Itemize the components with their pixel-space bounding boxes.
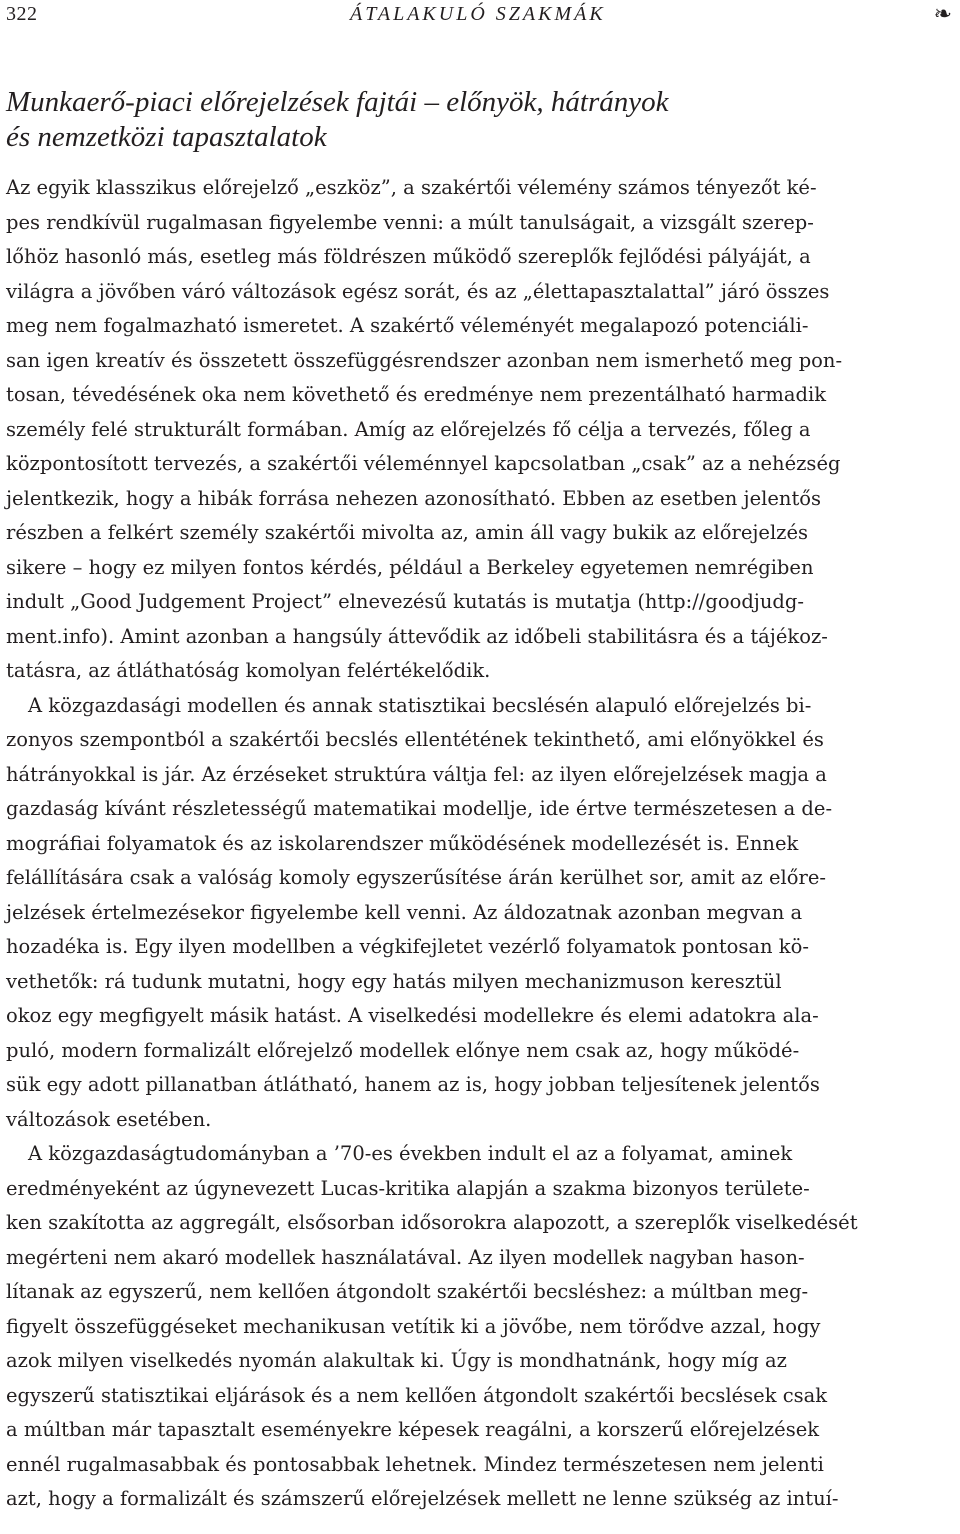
text-line: felállítására csak a valóság komoly egyszerűsítése árán kerülhet sor, amit az előre- <box>6 866 826 889</box>
text-line: vethetők: rá tudunk mutatni, hogy egy hatás milyen mechanizmuson keresztül <box>6 969 782 993</box>
text-line: Az egyik klasszikus előrejelző „eszköz”, a szakértői vélemény számos tényezőt ké- <box>6 176 817 199</box>
text-line: részben a felkért személy szakértői mivolta az, amin áll vagy bukik az előrejelzés <box>6 521 809 544</box>
text-line: meg nem fogalmazható ismeretet. A szakértő véleményét megalapozó potenciáli- <box>6 314 809 337</box>
paragraph-first-line: A közgazdaságtudományban a ’70-es években indult el az a folyamat, aminek <box>28 1142 793 1165</box>
text-line: san igen kreatív és összetett összefüggésrendszer azonban nem ismerhető meg pon- <box>6 348 843 372</box>
text-line: jelentkezik, hogy a hibák forrása nehezen azonosítható. Ebben az esetben jelentős <box>6 486 822 510</box>
text-line: jelzések értelmezésekor figyelembe kell venni. Az áldozatnak azonban megvan a <box>6 900 803 924</box>
fleuron-ornament-icon: ❧ <box>933 1 952 26</box>
text-line: azok milyen viselkedés nyomán alakultak ki. Úgy is mondhatnánk, hogy míg az <box>6 1349 787 1372</box>
text-line: világra a jövőben váró változások egész sorát, és az „élettapasztalattal” járó összes <box>6 279 830 303</box>
body-text <box>6 171 954 1517</box>
text-line: hátrányokkal is jár. Az érzéseket struktúra váltja fel: az ilyen előrejelzések magja a <box>6 762 827 786</box>
text-line: okoz egy megfigyelt másik hatást. A viselkedési modellekre és elemi adatokra ala- <box>6 1004 819 1027</box>
text-line: ken szakította az aggregált, elsősorban idősorokra alapozott, a szereplők viselkedését <box>6 1211 858 1234</box>
text-line: zonyos szempontból a szakértői becslés ellentétének tekinthető, ami előnyökkel és <box>6 728 824 751</box>
text-line: puló, modern formalizált előrejelző modellek előnye nem csak az, hogy működé- <box>6 1038 800 1062</box>
text-line: gazdaság kívánt részletességű matematikai modellje, ide értve természetesen a de- <box>6 797 833 820</box>
text-line: pes rendkívül rugalmasan figyelembe venni: a múlt tanulságait, a vizsgált szerep- <box>6 210 814 234</box>
text-line: sük egy adott pillanatban átlátható, hanem az is, hogy jobban teljesítenek jelentős <box>6 1073 820 1096</box>
paragraph-first-line: A közgazdasági modellen és annak statisztikai becslésén alapuló előrejelzés bi- <box>28 693 812 717</box>
text-line: ment.info). Amint azonban a hangsúly áttevődik az időbeli stabilitásra és a tájékoz- <box>6 624 828 648</box>
text-line: hozadéka is. Egy ilyen modellben a végkifejletet vezérlő folyamatok pontosan kö- <box>6 935 809 958</box>
text-line: tosan, tévedésének oka nem követhető és eredménye nem prezentálható harmadik <box>6 383 827 406</box>
text-line: mográfiai folyamatok és az iskolarendszer működésének modellezését is. Ennek <box>6 831 799 855</box>
text-line: lítanak az egyszerű, nem kellően átgondolt szakértői becsléshez: a múltban meg- <box>6 1280 809 1303</box>
section-title-line: Munkaerő-piaci előrejelzések fajtái – előnyök, hátrányok <box>6 86 669 118</box>
text-line: megérteni nem akaró modellek használatával. Az ilyen modellek nagyban hason- <box>6 1245 805 1269</box>
text-line: tatásra, az átláthatóság komolyan felértékelődik. <box>6 659 491 682</box>
text-line: indult „Good Judgement Project” elnevezésű kutatás is mutatja (http://goodjudg- <box>6 590 804 613</box>
text-line: központosított tervezés, a szakértői véleménnyel kapcsolatban „csak” az a nehézség <box>6 452 841 475</box>
text-line: sikere – hogy ez milyen fontos kérdés, például a Berkeley egyetemen nemrégiben <box>6 555 814 579</box>
text-line: ennél rugalmasabbak és pontosabbak lehetnek. Mindez természetesen nem jelenti <box>6 1452 824 1476</box>
text-line: egyszerű statisztikai eljárások és a nem kellően átgondolt szakértői becslések csak <box>6 1383 828 1407</box>
text-line: eredményeként az úgynevezett Lucas-kritika alapján a szakma bizonyos területe- <box>6 1176 810 1200</box>
text-line: figyelt összefüggéseket mechanikusan vetítik ki a jövőbe, nem törődve azzal, hogy <box>6 1314 821 1338</box>
page-number: 322 <box>6 3 38 25</box>
text-line: személy felé strukturált formában. Amíg az előrejelzés fő célja a tervezés, főleg a <box>6 417 811 441</box>
text-line: lőhöz hasonló más, esetleg más földrészen működő szereplők fejlődési pályáját, a <box>6 245 811 268</box>
section-title-line: és nemzetközi tapasztalatok <box>6 120 327 153</box>
section-title <box>6 82 946 151</box>
running-title: ÁTALAKULÓ SZAKMÁK <box>350 3 606 25</box>
running-header <box>6 0 952 28</box>
text-line: azt, hogy a formalizált és számszerű előrejelzések mellett ne lenne szükség az intuí- <box>6 1487 839 1510</box>
text-line: változások esetében. <box>6 1107 212 1131</box>
text-line: a múltban már tapasztalt eseményekre képesek reagálni, a korszerű előrejelzések <box>6 1418 820 1441</box>
